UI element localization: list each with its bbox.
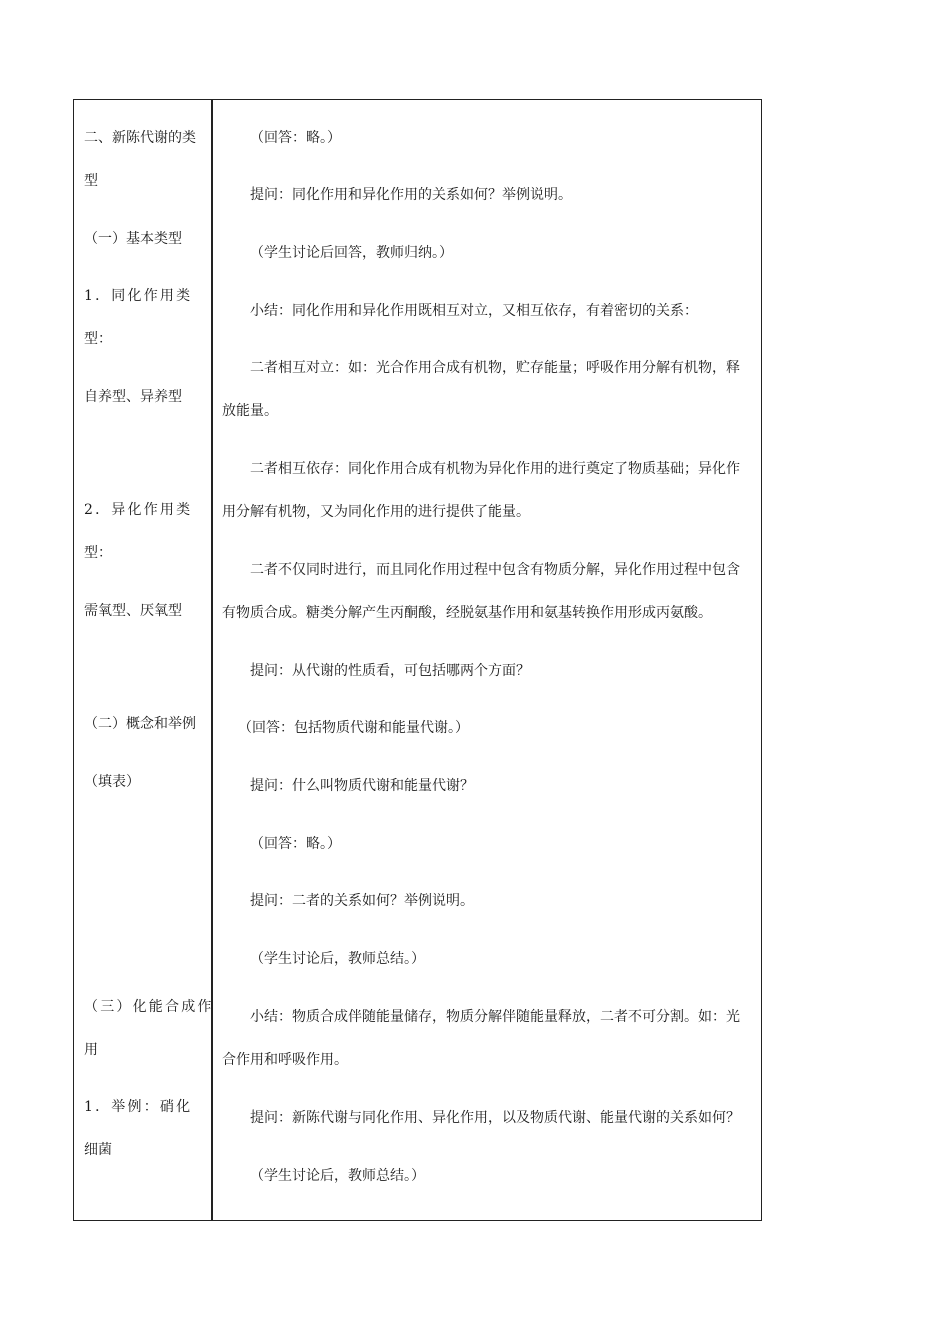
left-line: （三）化能合成作 [84,999,214,1015]
right-line: （回答：包括物质代谢和能量代谢。） [238,720,469,736]
right-line: 二者不仅同时进行，而且同化作用过程中包含有物质分解，异化作用过程中包含 [250,562,740,578]
right-line: 放能量。 [222,403,278,419]
left-line: （二）概念和举例 [84,716,196,732]
right-line: （学生讨论后，教师总结。） [250,951,425,967]
left-line: 用 [84,1042,98,1058]
right-line: 小结：同化作用和异化作用既相互对立，又相互依存，有着密切的关系： [250,303,698,319]
left-line: （一）基本类型 [84,231,182,247]
left-line: 二、新陈代谢的类 [84,130,196,146]
lesson-table [73,99,762,1221]
left-line: 2．异化作用类 [84,502,193,518]
right-line: 合作用和呼吸作用。 [222,1052,348,1068]
left-line: 型： [84,545,112,561]
right-line: （学生讨论后回答，教师归纳。） [250,245,453,261]
left-line: 型： [84,331,112,347]
left-line: 型 [84,173,98,189]
left-line: 细菌 [84,1142,112,1158]
left-line: 1．举例：硝化 [84,1099,193,1115]
column-divider [211,100,213,1220]
right-line: 小结：物质合成伴随能量储存，物质分解伴随能量释放，二者不可分割。如：光 [250,1009,740,1025]
right-line: 有物质合成。糖类分解产生丙酮酸，经脱氨基作用和氨基转换作用形成丙氨酸。 [222,605,712,621]
left-line: 需氧型、厌氧型 [84,603,182,619]
right-line: 提问：什么叫物质代谢和能量代谢？ [250,778,474,794]
right-line: 提问：同化作用和异化作用的关系如何？举例说明。 [250,187,572,203]
right-line: 提问：从代谢的性质看，可包括哪两个方面？ [250,663,530,679]
right-line: 提问：新陈代谢与同化作用、异化作用，以及物质代谢、能量代谢的关系如何？ [250,1110,740,1126]
right-line: 提问：二者的关系如何？举例说明。 [250,893,474,909]
right-line: （学生讨论后，教师总结。） [250,1168,425,1184]
left-line: 自养型、异养型 [84,389,182,405]
right-line: 二者相互对立：如：光合作用合成有机物，贮存能量；呼吸作用分解有机物，释 [250,360,740,376]
right-line: （回答：略。） [250,836,341,852]
right-line: 用分解有机物，又为同化作用的进行提供了能量。 [222,504,530,520]
right-line: （回答：略。） [250,130,341,146]
right-line: 二者相互依存：同化作用合成有机物为异化作用的进行奠定了物质基础；异化作 [250,461,740,477]
left-line: （填表） [84,774,140,790]
left-line: 1．同化作用类 [84,288,193,304]
